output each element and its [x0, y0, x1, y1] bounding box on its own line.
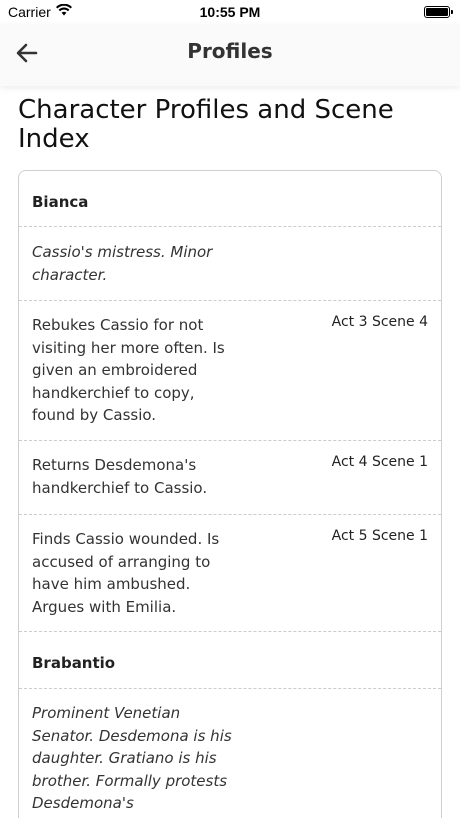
character-header-row[interactable]: [19, 171, 441, 227]
character-name: Bianca: [32, 193, 89, 211]
character-description: Prominent Venetian Senator. Desdemona is his daughter. Gratiano is his brother. Formally protests Desdemona's: [32, 704, 232, 812]
nav-title: Profiles: [187, 39, 273, 63]
character-description: Cassio's mistress. Minor character.: [32, 243, 213, 284]
battery-icon: [424, 6, 450, 18]
event-text: Finds Cassio wounded. Is accused of arranging to have him ambushed. Argues with Emilia.: [32, 530, 220, 616]
character-header-row[interactable]: [19, 632, 441, 689]
profiles-table: [18, 170, 442, 818]
character-description-row: [19, 227, 441, 301]
scene-reference: Act 4 Scene 1: [331, 454, 428, 470]
event-text: Returns Desdemona's handkerchief to Cassio.: [32, 456, 208, 497]
event-text: Rebukes Cassio for not visiting her more often. Is given an embroidered handkerchief to copy, found by Cassio.: [32, 316, 225, 424]
scroll-content[interactable]: [0, 86, 460, 818]
clock: 10:55 PM: [199, 4, 261, 20]
scene-event-row[interactable]: [19, 441, 441, 515]
navigation-bar: [0, 24, 460, 86]
scene-reference: Act 3 Scene 4: [331, 314, 428, 330]
scene-event-row[interactable]: [19, 301, 441, 441]
scene-reference: Act 5 Scene 1: [331, 528, 428, 544]
page-title: Character Profiles and Scene Index: [18, 95, 394, 154]
character-name: Brabantio: [32, 654, 116, 672]
scene-event-row[interactable]: [19, 515, 441, 632]
status-bar: [0, 0, 460, 24]
character-description-row: [19, 689, 441, 818]
carrier-label: Carrier: [8, 4, 51, 20]
